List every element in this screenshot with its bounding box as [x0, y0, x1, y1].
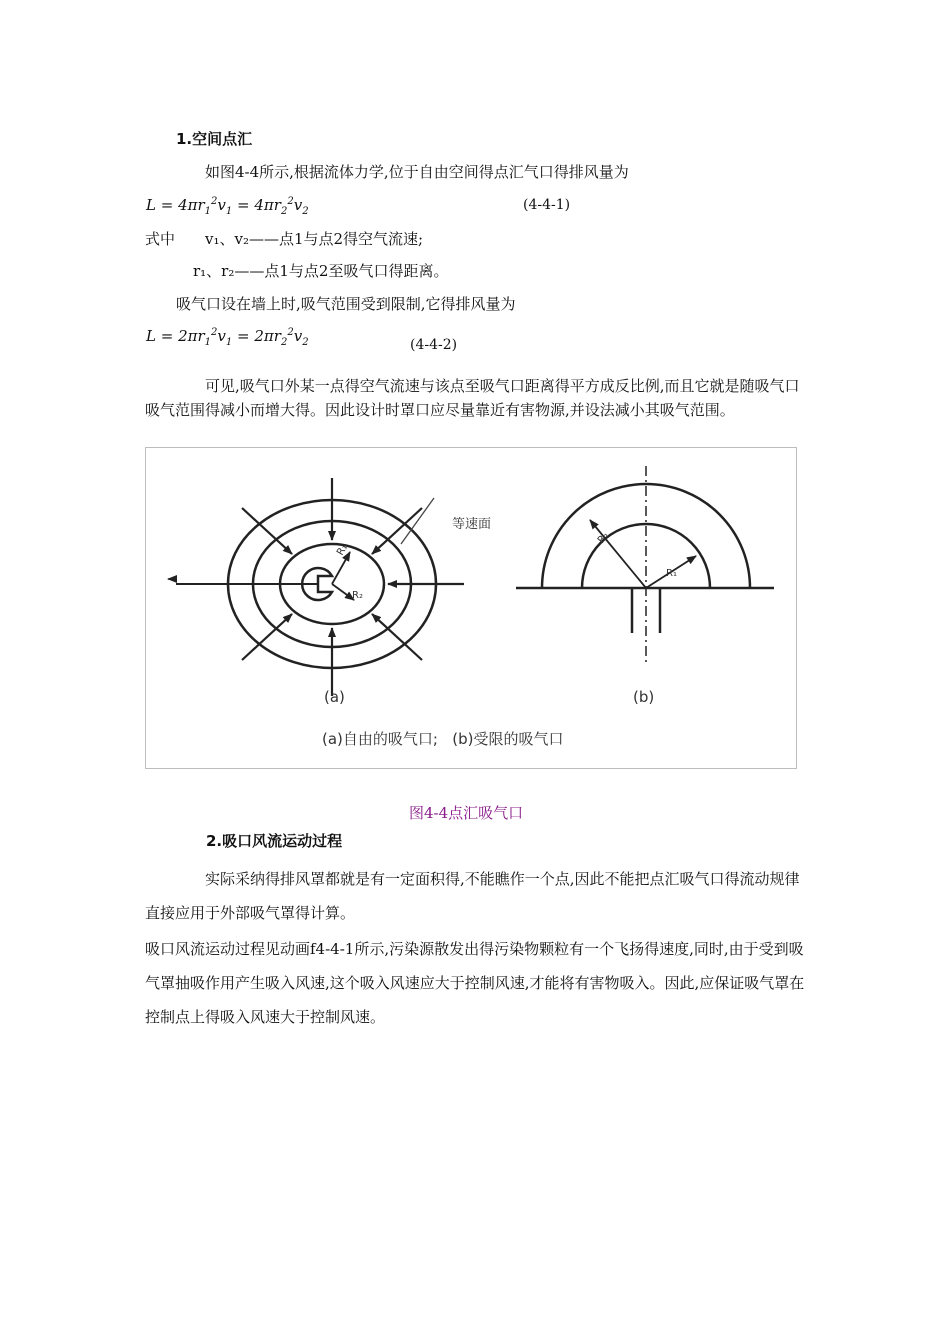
panel-b-label: (b): [633, 688, 655, 706]
formula2-v2: v: [293, 327, 303, 345]
wall-intro: 吸气口设在墙上时,吸气范围受到限制,它得排风量为: [176, 295, 516, 313]
section2-heading: 2.吸口风流运动过程: [206, 832, 343, 850]
section2-paragraph-1: 实际采纳得排风罩都就是有一定面积得,不能瞧作一个点,因此不能把点汇吸气口得流动规律直接应用于外部吸气罩得计算。: [145, 870, 800, 922]
panel-a-label: (a): [324, 688, 345, 706]
formula2-term1: 2πr: [178, 327, 205, 345]
formula-4-4-1: $L = 4\pi r_1^2v_1 = 4\pi r_2^2v_2$: [146, 196, 309, 217]
r1-label-a: R₁: [335, 542, 351, 558]
formula2-term2: 2πr: [254, 327, 281, 345]
figure-diagram: [146, 448, 796, 768]
formula1-term2: 4πr: [254, 196, 281, 214]
figure-legend: (a)自由的吸气口; (b)受限的吸气口: [322, 730, 564, 748]
where-label: 式中: [145, 230, 176, 248]
r2-label-b: R₂: [595, 530, 612, 546]
section1-heading: 1.空间点汇: [176, 130, 253, 148]
formula1-term1: 4πr: [178, 196, 205, 214]
formula1-v2: v: [293, 196, 303, 214]
figure-caption: 图4-4点汇吸气口: [409, 804, 524, 822]
where-velocity: v₁、v₂——点1与点2得空气流速;: [205, 230, 424, 248]
formula1-v1: v: [217, 196, 226, 214]
equation-number-1: (4-4-1): [523, 197, 571, 213]
section1-intro: 如图4-4所示,根据流体力学,位于自由空间得点汇气口得排风量为: [205, 163, 629, 181]
formula-4-4-2: $L = 2\pi r_1^2v_1 = 2\pi r_2^2v_2$: [146, 327, 309, 348]
restricted-inlet-diagram: [516, 466, 774, 663]
radius-r1-arrow: [332, 552, 350, 584]
formula1-lhs: L: [146, 196, 156, 214]
conclusion-paragraph: 可见,吸气口外某一点得空气流速与该点至吸气口距离得平方成反比例,而且它就是随吸气口吸气范围得减小而增大得。因此设计时罩口应尽量靠近有害物源,并设法减小其吸气范围。: [145, 377, 800, 419]
figure-point-sink: [145, 447, 797, 769]
where-radius: r₁、r₂——点1与点2至吸气口得距离。: [193, 262, 449, 280]
section2-paragraph-2: 吸口风流运动过程见动画f4-4-1所示,污染源散发出得污染物颗粒有一个飞扬得速度,同时,由于受到吸气罩抽吸作用产生吸入风速,这个吸入风速应大于控制风速,才能将有害物吸入。因此,应保证吸气罩在控制点上得吸入风速大于控制风速。: [145, 940, 805, 1026]
formula2-lhs: L: [146, 327, 156, 345]
inflow-arrows: [168, 478, 464, 696]
r1-label-b: R₁: [666, 568, 677, 579]
r2-label-a: R₂: [352, 590, 363, 601]
equal-speed-label: 等速面: [452, 517, 492, 532]
formula2-v1: v: [217, 327, 226, 345]
radius-r2-arrow: [332, 584, 354, 600]
equation-number-2: (4-4-2): [410, 337, 458, 353]
